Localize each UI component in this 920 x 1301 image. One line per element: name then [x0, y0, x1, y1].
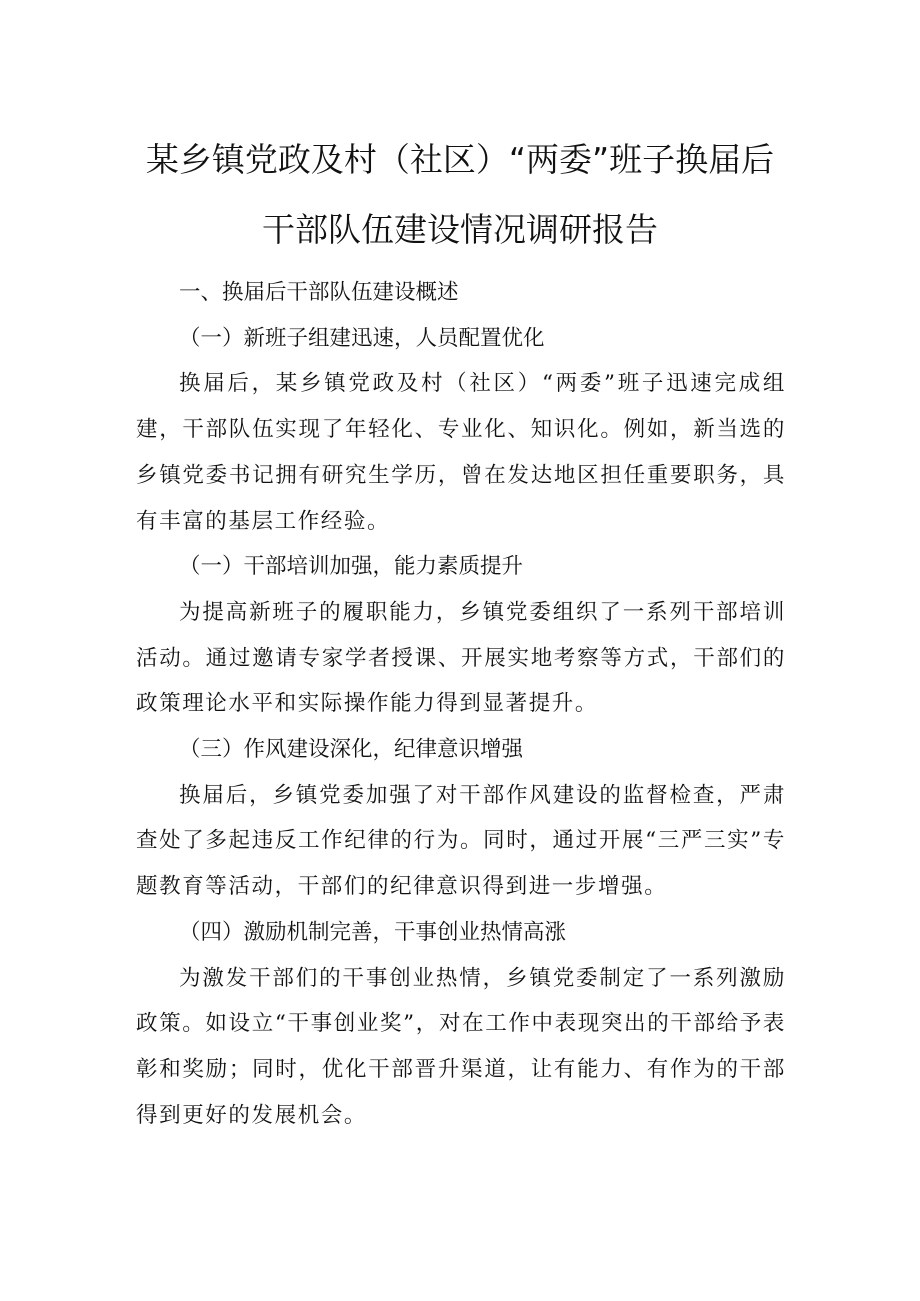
- paragraph-incentives: 为激发干部们的干事创业热情，乡镇党委制定了一系列激励政策。如设立“干事创业奖”，对在工作中表现突出的干部给予表彰和奖励；同时，优化干部晋升渠道，让有能力、有作为的干部得到更好的发展机会。: [136, 965, 786, 1128]
- paragraph-training: 为提高新班子的履职能力，乡镇党委组织了一系列干部培训活动。通过邀请专家学者授课、开展实地考察等方式，干部们的政策理论水平和实际操作能力得到显著提升。: [136, 599, 786, 717]
- document-body: [136, 270, 786, 1138]
- paragraph-team-formation: 换届后，某乡镇党政及村（社区）“两委”班子迅速完成组建，干部队伍实现了年轻化、专业化、知识化。例如，新当选的乡镇党委书记拥有研究生学历，曾在发达地区担任重要职务，具有丰富的基层工作经验。: [136, 371, 786, 534]
- document-title-line-2: 干部队伍建设情况调研报告: [262, 210, 658, 249]
- subsection-heading-team-formation: （一）新班子组建迅速，人员配置优化: [179, 325, 545, 351]
- subsection-heading-work-style: （三）作风建设深化，纪律意识增强: [179, 737, 524, 763]
- subsection-heading-training: （一）干部培训加强，能力素质提升: [179, 554, 524, 580]
- subsection-heading-incentives: （四）激励机制完善，干事创业热情高涨: [179, 919, 567, 945]
- paragraph-work-style: 换届后，乡镇党委加强了对干部作风建设的监督检查，严肃查处了多起违反工作纪律的行为。同时，通过开展“三严三实”专题教育等活动，干部们的纪律意识得到进一步增强。: [136, 782, 786, 900]
- document-title-line-1: 某乡镇党政及村（社区）“两委”班子换届后: [145, 140, 775, 179]
- section-heading-overview: 一、换届后干部队伍建设概述: [179, 280, 459, 305]
